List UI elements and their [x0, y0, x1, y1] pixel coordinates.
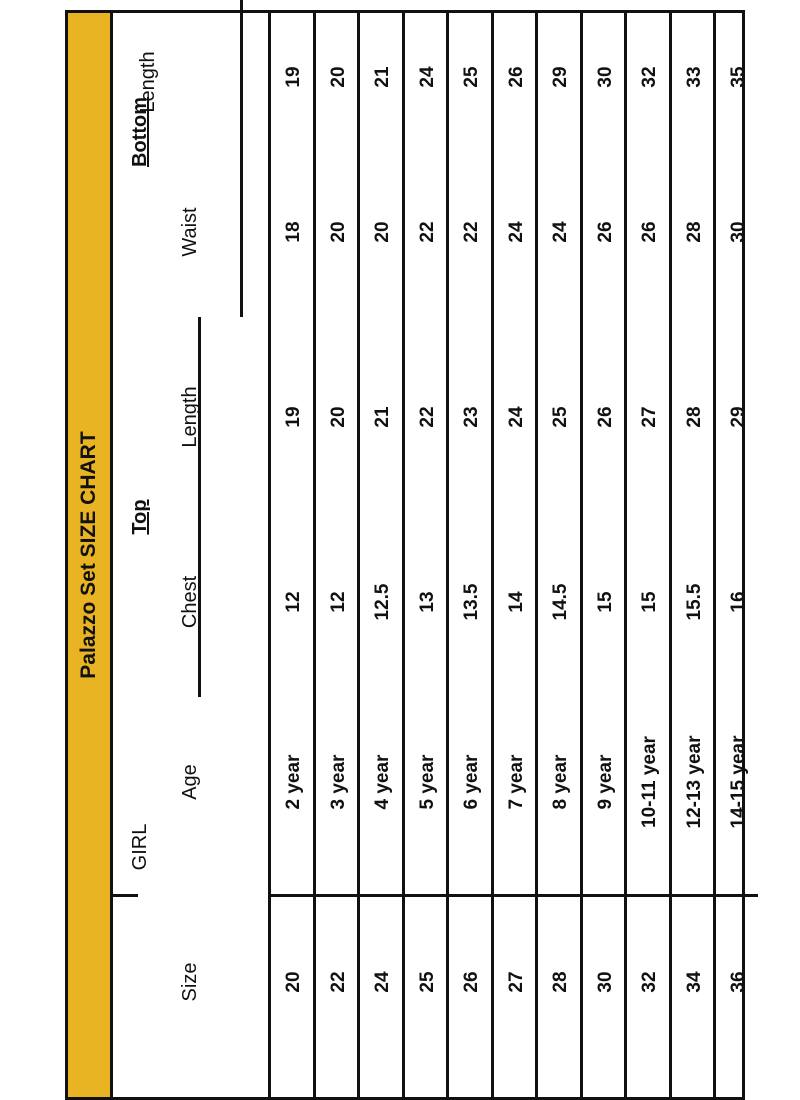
cell-size: 28 — [550, 971, 571, 993]
header-age: Age — [179, 764, 201, 800]
size-chart-table — [65, 10, 749, 1100]
table-row — [313, 13, 358, 1097]
cell-chest: 15 — [594, 591, 616, 613]
group-underline-top-bottom — [198, 317, 201, 697]
cell-bottom-length: 32 — [639, 66, 660, 88]
cell-top-length: 19 — [283, 406, 304, 428]
cell-top-length: 28 — [683, 406, 705, 428]
cell-waist: 28 — [683, 221, 705, 243]
chart-title: Palazzo Set SIZE CHART — [77, 431, 100, 679]
cell-age: 3 year — [327, 754, 349, 810]
cell-waist: 30 — [728, 221, 749, 243]
group-underline-bottom — [240, 0, 243, 317]
girl-label: GIRL — [129, 823, 151, 871]
cell-age: 10-11 year — [639, 736, 660, 828]
cell-waist: 20 — [372, 221, 393, 243]
cell-bottom-length: 35 — [728, 66, 749, 88]
cell-top-length: 23 — [461, 406, 482, 428]
table-row — [624, 13, 669, 1097]
header-waist: Waist — [179, 207, 201, 257]
cell-size: 26 — [461, 971, 482, 993]
cell-age: 4 year — [372, 754, 393, 810]
cell-chest: 12 — [283, 591, 304, 613]
cell-age: 5 year — [416, 754, 438, 810]
cell-size: 20 — [283, 971, 304, 993]
cell-size: 30 — [594, 971, 616, 993]
cell-top-length: 27 — [639, 406, 660, 428]
cell-age: 7 year — [505, 754, 527, 810]
cell-bottom-length: 26 — [505, 66, 527, 88]
table-row — [491, 13, 536, 1097]
cell-bottom-length: 29 — [550, 66, 571, 88]
cell-size: 32 — [639, 971, 660, 993]
cell-waist: 20 — [327, 221, 349, 243]
group-divider-left — [110, 894, 138, 897]
cell-top-length: 26 — [594, 406, 616, 428]
cell-age: 6 year — [461, 754, 482, 810]
cell-top-length: 21 — [372, 406, 393, 428]
cell-bottom-length: 21 — [372, 66, 393, 88]
cell-age: 8 year — [550, 754, 571, 810]
header-top-length: Length — [179, 386, 201, 448]
header-chest: Chest — [179, 575, 201, 629]
cell-chest: 16 — [728, 591, 749, 613]
cell-size: 34 — [683, 971, 705, 993]
cell-age: 14-15 year — [728, 735, 749, 829]
bottom-group-label: Bottom — [129, 97, 151, 167]
table-row — [357, 13, 402, 1097]
cell-bottom-length: 30 — [594, 66, 616, 88]
cell-size: 25 — [416, 971, 438, 993]
table-row — [580, 13, 625, 1097]
cell-bottom-length: 19 — [283, 66, 304, 88]
cell-age: 2 year — [283, 754, 304, 810]
cell-top-length: 25 — [550, 406, 571, 428]
cell-chest: 15.5 — [683, 583, 705, 621]
table-row — [268, 13, 313, 1097]
cell-top-length: 24 — [505, 406, 527, 428]
cell-chest: 14.5 — [550, 583, 571, 621]
cell-top-length: 20 — [327, 406, 349, 428]
cell-waist: 22 — [416, 221, 438, 243]
table-row — [402, 13, 447, 1097]
table-row — [446, 13, 491, 1097]
cell-bottom-length: 25 — [461, 66, 482, 88]
cell-size: 27 — [505, 971, 527, 993]
header-size: Size — [179, 962, 201, 1002]
table-row — [535, 13, 580, 1097]
cell-age: 12-13 year — [683, 735, 705, 829]
cell-top-length: 29 — [728, 406, 749, 428]
cell-chest: 12 — [327, 591, 349, 613]
title-bar — [68, 13, 113, 1097]
table-row — [669, 13, 714, 1097]
cell-waist: 24 — [505, 221, 527, 243]
cell-bottom-length: 33 — [683, 66, 705, 88]
cell-bottom-length: 20 — [327, 66, 349, 88]
table-row — [713, 13, 758, 1097]
cell-size: 24 — [372, 971, 393, 993]
cell-chest: 14 — [505, 591, 527, 613]
cell-top-length: 22 — [416, 406, 438, 428]
top-group-label: Top — [129, 499, 151, 535]
header-bottom-length: Length — [137, 51, 159, 113]
column-divider — [268, 894, 758, 897]
cell-waist: 26 — [639, 221, 660, 243]
cell-chest: 12.5 — [372, 583, 393, 621]
cell-chest: 15 — [639, 591, 660, 613]
cell-waist: 26 — [594, 221, 616, 243]
cell-waist: 24 — [550, 221, 571, 243]
cell-age: 9 year — [594, 754, 616, 810]
cell-chest: 13 — [416, 591, 438, 613]
cell-waist: 22 — [461, 221, 482, 243]
cell-chest: 13.5 — [461, 583, 482, 621]
cell-size: 22 — [327, 971, 349, 993]
cell-size: 36 — [728, 971, 749, 993]
cell-bottom-length: 24 — [416, 66, 438, 88]
cell-waist: 18 — [283, 221, 304, 243]
